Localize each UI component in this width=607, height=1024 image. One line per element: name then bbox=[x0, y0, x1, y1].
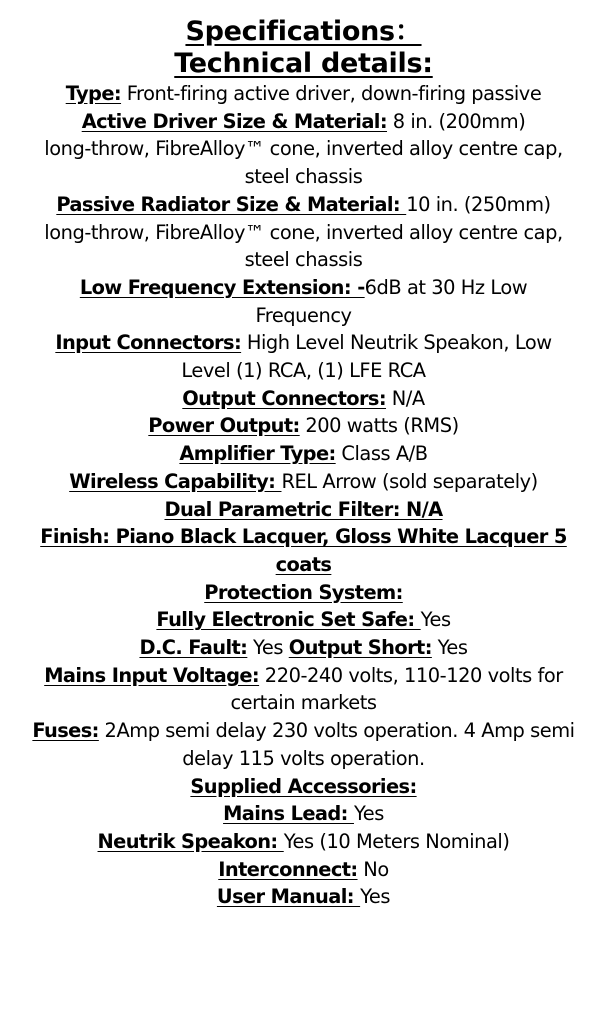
spec-label: User Manual: bbox=[216, 885, 361, 909]
spec-value: 200 watts (RMS) bbox=[299, 414, 459, 438]
spec-mains-voltage bbox=[4, 662, 603, 690]
spec-label: Input Connectors: bbox=[55, 331, 242, 355]
spec-value: Yes bbox=[353, 802, 384, 826]
spec-value: REL Arrow (sold separately) bbox=[281, 469, 538, 493]
spec-label: D.C. Fault: bbox=[139, 636, 248, 660]
spec-label: Mains Input Voltage: bbox=[44, 663, 260, 687]
spec-user-manual bbox=[4, 883, 603, 911]
spec-value: N/A bbox=[386, 386, 425, 410]
spec-label: Low Frequency Extension: - bbox=[79, 275, 365, 299]
spec-value: 2Amp semi delay 230 volts operation. 4 Amp semi bbox=[98, 719, 575, 743]
spec-output-connectors bbox=[4, 385, 603, 413]
page-title: Specifications： bbox=[185, 16, 422, 47]
spec-mains-voltage-cont: certain markets bbox=[230, 691, 377, 715]
spec-label: Finish: Piano Black Lacquer, Gloss White Lacquer 5 bbox=[40, 525, 567, 549]
spec-finish-cont bbox=[4, 551, 603, 579]
spec-label: Dual Parametric Filter: N/A bbox=[164, 497, 443, 521]
spec-protection bbox=[4, 579, 603, 607]
spec-finish bbox=[4, 523, 603, 551]
spec-value: Yes bbox=[247, 636, 289, 660]
spec-amplifier-type bbox=[4, 440, 603, 468]
spec-set-safe bbox=[4, 606, 603, 634]
spec-fuses bbox=[4, 717, 603, 745]
spec-label: Mains Lead: bbox=[223, 802, 354, 826]
section-label: Supplied Accessories: bbox=[190, 774, 417, 798]
spec-value: 10 in. (250mm) bbox=[406, 192, 551, 216]
spec-value: Yes (10 Meters Nominal) bbox=[283, 829, 510, 853]
spec-speakon bbox=[4, 828, 603, 856]
spec-label: Interconnect: bbox=[218, 857, 358, 881]
spec-accessories bbox=[4, 773, 603, 801]
spec-passive-radiator-cont: steel chassis bbox=[244, 248, 363, 272]
spec-label: Wireless Capability: bbox=[69, 469, 282, 493]
spec-value: Yes bbox=[360, 885, 391, 909]
spec-fuses-cont: delay 115 volts operation. bbox=[182, 746, 425, 770]
spec-value: Class A/B bbox=[335, 442, 428, 466]
spec-label: coats bbox=[275, 552, 332, 576]
spec-label: Active Driver Size & Material: bbox=[81, 109, 388, 133]
spec-power-output bbox=[4, 412, 603, 440]
spec-wireless bbox=[4, 468, 603, 496]
spec-passive-radiator-cont: long-throw, FibreAlloy™ cone, inverted alloy centre cap, bbox=[44, 220, 563, 244]
spec-value: Yes bbox=[420, 608, 451, 632]
spec-input-connectors bbox=[4, 329, 603, 357]
spec-list bbox=[4, 80, 603, 911]
spec-label: Output Connectors: bbox=[182, 386, 387, 410]
spec-label: Type: bbox=[65, 82, 122, 105]
spec-low-frequency-cont: Frequency bbox=[255, 303, 352, 327]
spec-value: 220-240 volts, 110-120 volts for bbox=[259, 663, 563, 687]
section-title: Technical details: bbox=[174, 48, 433, 79]
spec-input-connectors-cont: Level (1) RCA, (1) LFE RCA bbox=[181, 359, 426, 383]
spec-active-driver-cont: steel chassis bbox=[244, 165, 363, 189]
spec-value: No bbox=[357, 857, 389, 881]
spec-label: Power Output: bbox=[148, 414, 300, 438]
spec-value: 6dB at 30 Hz Low bbox=[364, 275, 528, 299]
spec-value: Front-firing active driver, down-firing passive bbox=[121, 82, 542, 105]
spec-label: Fully Electronic Set Safe: bbox=[156, 608, 421, 632]
spec-value: High Level Neutrik Speakon, Low bbox=[241, 331, 552, 355]
spec-mains-lead bbox=[4, 800, 603, 828]
spec-interconnect bbox=[4, 856, 603, 884]
spec-label: Passive Radiator Size & Material: bbox=[56, 192, 407, 216]
spec-active-driver-cont: long-throw, FibreAlloy™ cone, inverted alloy centre cap, bbox=[44, 137, 563, 161]
spec-passive-radiator bbox=[4, 191, 603, 219]
spec-active-driver bbox=[4, 108, 603, 136]
spec-label: Output Short: bbox=[288, 636, 432, 660]
spec-dc-fault bbox=[4, 634, 603, 662]
spec-value: Yes bbox=[431, 636, 468, 660]
spec-label: Amplifier Type: bbox=[179, 442, 336, 466]
spec-label: Neutrik Speakon: bbox=[97, 829, 284, 853]
spec-label: Fuses: bbox=[32, 719, 99, 743]
spec-value: 8 in. (200mm) bbox=[387, 109, 526, 133]
spec-low-frequency bbox=[4, 274, 603, 302]
spec-type bbox=[4, 80, 603, 108]
section-label: Protection System: bbox=[204, 580, 403, 604]
spec-dual-filter bbox=[4, 496, 603, 524]
